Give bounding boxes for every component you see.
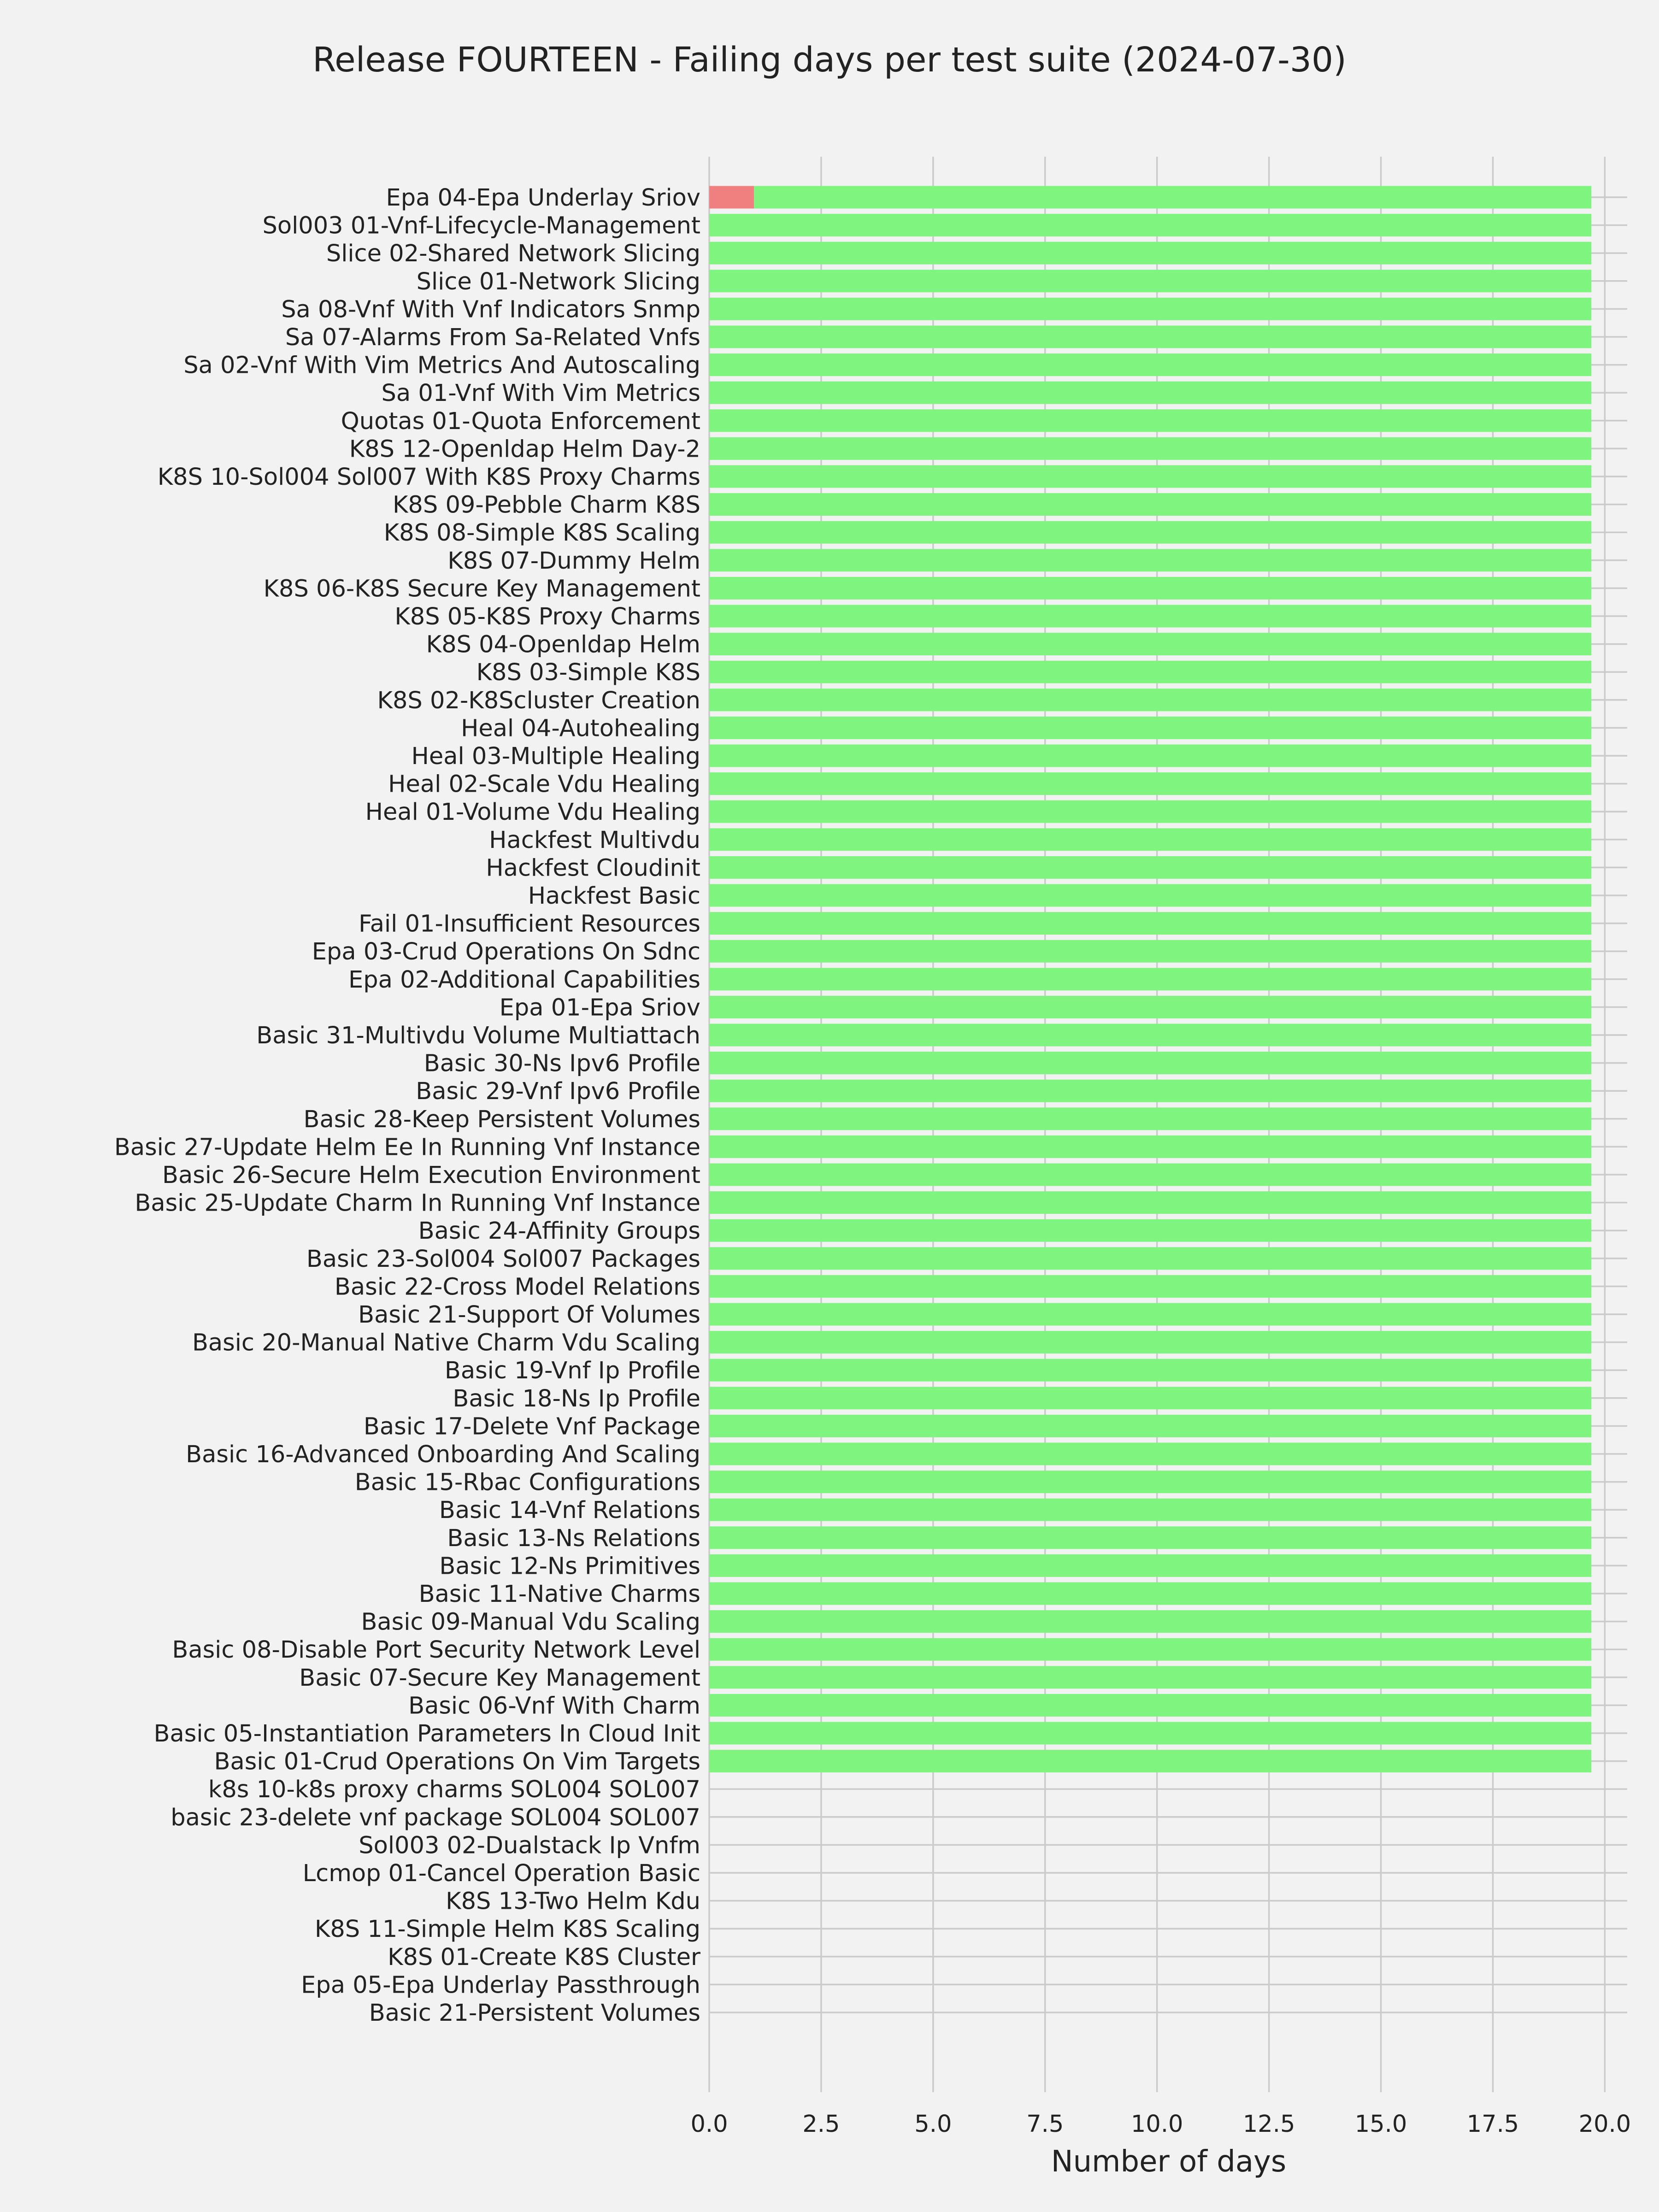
bar-segment-pass — [709, 1583, 1591, 1605]
bar-segment-pass — [709, 1135, 1591, 1158]
y-tick-label: Basic 31-Multivdu Volume Multiattach — [256, 1022, 700, 1049]
y-tick-label: Hackfest Multivdu — [489, 826, 700, 854]
bar-segment-pass — [709, 1666, 1591, 1688]
y-tick-label: K8S 01-Create K8S Cluster — [388, 1943, 700, 1971]
bar-segment-pass — [709, 800, 1591, 823]
bar-segment-pass — [709, 270, 1591, 292]
y-tick-label: Heal 04-Autohealing — [461, 715, 700, 742]
bar-segment-pass — [754, 186, 1591, 209]
bar-segment-pass — [709, 1554, 1591, 1577]
y-tick-label: Basic 20-Manual Native Charm Vdu Scaling — [192, 1329, 700, 1357]
y-tick-label: K8S 10-Sol004 Sol007 With K8S Proxy Charms — [157, 464, 700, 491]
bars — [709, 186, 1591, 1773]
bar-segment-pass — [709, 1694, 1591, 1717]
y-tick-label: Basic 12-Ns Primitives — [439, 1553, 700, 1580]
bar-segment-pass — [709, 1638, 1591, 1661]
bar-segment-pass — [709, 1107, 1591, 1130]
bar-segment-pass — [709, 409, 1591, 432]
y-tick-label: Slice 02-Shared Network Slicing — [326, 240, 700, 268]
y-tick-label: Basic 15-Rbac Configurations — [354, 1469, 700, 1496]
y-tick-label: Hackfest Basic — [528, 882, 700, 910]
bar-segment-pass — [709, 1191, 1591, 1214]
y-tick-labels — [114, 184, 700, 2027]
x-tick-label: 10.0 — [1130, 2111, 1183, 2138]
y-tick-label: Sa 01-Vnf With Vim Metrics — [381, 380, 700, 407]
bar-segment-pass — [709, 1359, 1591, 1382]
y-tick-label: Hackfest Cloudinit — [486, 854, 700, 882]
bar-segment-pass — [709, 382, 1591, 404]
bar-segment-pass — [709, 1526, 1591, 1549]
y-tick-label: K8S 11-Simple Helm K8S Scaling — [314, 1916, 700, 1943]
bar-segment-pass — [709, 1443, 1591, 1465]
y-tick-label: Basic 06-Vnf With Charm — [408, 1692, 700, 1720]
bar-segment-pass — [709, 1164, 1591, 1186]
bar-segment-pass — [709, 326, 1591, 348]
y-tick-label: K8S 07-Dummy Helm — [447, 547, 700, 575]
y-tick-label: Heal 02-Scale Vdu Healing — [388, 771, 700, 798]
bar-segment-pass — [709, 940, 1591, 963]
bar-segment-pass — [709, 1331, 1591, 1353]
y-tick-label: Basic 25-Update Charm In Running Vnf Instance — [135, 1189, 700, 1217]
y-tick-label: Epa 02-Additional Capabilities — [348, 966, 700, 994]
y-tick-label: K8S 06-K8S Secure Key Management — [263, 575, 700, 603]
y-tick-label: Basic 01-Crud Operations On Vim Targets — [214, 1748, 700, 1776]
y-tick-label: Sol003 01-Vnf-Lifecycle-Management — [262, 212, 700, 240]
x-tick-label: 0.0 — [690, 2111, 728, 2138]
bar-segment-pass — [709, 1080, 1591, 1102]
y-tick-label: basic 23-delete vnf package SOL004 SOL007 — [171, 1804, 700, 1831]
y-tick-label: Quotas 01-Quota Enforcement — [341, 407, 700, 435]
y-tick-label: K8S 03-Simple K8S — [476, 659, 700, 687]
x-tick-label: 15.0 — [1354, 2111, 1407, 2138]
y-tick-label: Basic 26-Secure Helm Execution Environment — [162, 1162, 700, 1189]
y-tick-label: Fail 01-Insufficient Resources — [359, 910, 700, 938]
y-tick-label: Basic 14-Vnf Relations — [439, 1497, 700, 1524]
bar-segment-pass — [709, 521, 1591, 544]
y-tick-label: Sa 08-Vnf With Vnf Indicators Snmp — [281, 296, 700, 324]
y-tick-label: Basic 13-Ns Relations — [447, 1524, 700, 1552]
bar-segment-pass — [709, 884, 1591, 907]
x-tick-label: 12.5 — [1242, 2111, 1295, 2138]
x-tick-label: 17.5 — [1466, 2111, 1519, 2138]
y-tick-label: K8S 08-Simple K8S Scaling — [383, 519, 700, 547]
y-tick-label: K8S 02-K8Scluster Creation — [377, 687, 700, 714]
y-tick-label: Epa 01-Epa Sriov — [499, 994, 700, 1022]
x-axis-label: Number of days — [1051, 2145, 1287, 2179]
bar-segment-pass — [709, 1499, 1591, 1521]
y-tick-label: Epa 04-Epa Underlay Sriov — [386, 184, 700, 212]
bar-segment-pass — [709, 1722, 1591, 1745]
bar-segment-pass — [709, 577, 1591, 600]
bar-segment-pass — [709, 1024, 1591, 1047]
y-tick-label: K8S 12-Openldap Helm Day-2 — [349, 435, 700, 463]
bar-segment-pass — [709, 856, 1591, 879]
bar-segment-pass — [709, 1750, 1591, 1772]
x-tick-label: 5.0 — [914, 2111, 952, 2138]
y-tick-label: Basic 29-Vnf Ipv6 Profile — [416, 1078, 700, 1106]
bar-segment-pass — [709, 968, 1591, 990]
x-tick-labels — [690, 2111, 1631, 2138]
y-tick-label: Basic 27-Update Helm Ee In Running Vnf Instance — [114, 1134, 700, 1161]
x-tick-label: 7.5 — [1026, 2111, 1064, 2138]
y-tick-label: Basic 08-Disable Port Security Network Level — [172, 1636, 700, 1664]
y-tick-label: Sa 02-Vnf With Vim Metrics And Autoscaling — [183, 352, 700, 379]
y-tick-label: Basic 16-Advanced Onboarding And Scaling — [186, 1441, 700, 1468]
bar-segment-pass — [709, 745, 1591, 767]
bar-segment-pass — [709, 661, 1591, 683]
y-tick-label: Basic 24-Affinity Groups — [418, 1218, 700, 1245]
y-tick-label: Basic 17-Delete Vnf Package — [363, 1413, 700, 1441]
bar-segment-pass — [709, 772, 1591, 795]
bar-segment-fail — [709, 186, 754, 209]
y-tick-label: Basic 30-Ns Ipv6 Profile — [424, 1050, 700, 1077]
bar-segment-pass — [709, 1052, 1591, 1074]
bar-segment-pass — [709, 1415, 1591, 1437]
y-tick-label: Sol003 02-Dualstack Ip Vnfm — [359, 1832, 700, 1859]
y-tick-label: K8S 09-Pebble Charm K8S — [392, 491, 700, 519]
bar-segment-pass — [709, 605, 1591, 628]
x-tick-label: 20.0 — [1578, 2111, 1631, 2138]
y-tick-label: Epa 03-Crud Operations On Sdnc — [312, 938, 700, 966]
bar-segment-pass — [709, 996, 1591, 1018]
y-tick-label: Basic 22-Cross Model Relations — [334, 1273, 700, 1301]
bar-segment-pass — [709, 1471, 1591, 1493]
bar-segment-pass — [709, 1247, 1591, 1270]
y-tick-label: Basic 11-Native Charms — [418, 1581, 700, 1608]
bar-segment-pass — [709, 242, 1591, 265]
bar-segment-pass — [709, 298, 1591, 320]
bar-segment-pass — [709, 493, 1591, 516]
bar-segment-pass — [709, 437, 1591, 460]
bar-segment-pass — [709, 633, 1591, 655]
y-tick-label: Basic 19-Vnf Ip Profile — [444, 1357, 700, 1385]
chart-title: Release FOURTEEN - Failing days per test suite (2024-07-30) — [312, 40, 1347, 80]
y-tick-label: Basic 09-Manual Vdu Scaling — [361, 1608, 700, 1636]
y-tick-label: Sa 07-Alarms From Sa-Related Vnfs — [285, 324, 700, 351]
y-tick-label: Heal 03-Multiple Healing — [411, 743, 700, 770]
y-tick-label: Basic 23-Sol004 Sol007 Packages — [306, 1245, 700, 1273]
bar-segment-pass — [709, 1387, 1591, 1409]
y-tick-label: K8S 05-K8S Proxy Charms — [394, 603, 700, 630]
bar-segment-pass — [709, 1219, 1591, 1242]
y-tick-label: Basic 18-Ns Ip Profile — [453, 1385, 700, 1412]
y-tick-label: Basic 05-Instantiation Parameters In Cloud Init — [153, 1720, 700, 1747]
y-tick-label: k8s 10-k8s proxy charms SOL004 SOL007 — [208, 1776, 700, 1804]
bar-segment-pass — [709, 1610, 1591, 1633]
y-tick-label: Basic 21-Persistent Volumes — [369, 2000, 700, 2027]
y-tick-label: K8S 13-Two Helm Kdu — [446, 1888, 700, 1915]
bar-segment-pass — [709, 549, 1591, 571]
bar-segment-pass — [709, 353, 1591, 376]
y-tick-label: Basic 07-Secure Key Management — [299, 1664, 700, 1692]
bar-segment-pass — [709, 214, 1591, 236]
y-tick-label: Basic 28-Keep Persistent Volumes — [303, 1106, 700, 1133]
bar-segment-pass — [709, 1303, 1591, 1326]
y-tick-label: Epa 05-Epa Underlay Passthrough — [301, 1971, 700, 1999]
bar-segment-pass — [709, 465, 1591, 488]
y-tick-label: Slice 01-Network Slicing — [416, 268, 700, 295]
bar-segment-pass — [709, 1275, 1591, 1298]
y-tick-label: Lcmop 01-Cancel Operation Basic — [302, 1860, 700, 1887]
bar-segment-pass — [709, 717, 1591, 739]
bar-segment-pass — [709, 912, 1591, 935]
y-tick-label: K8S 04-Openldap Helm — [426, 631, 700, 659]
bar-segment-pass — [709, 828, 1591, 851]
y-tick-label: Heal 01-Volume Vdu Healing — [365, 799, 700, 826]
x-tick-label: 2.5 — [802, 2111, 840, 2138]
bar-segment-pass — [709, 688, 1591, 711]
y-tick-label: Basic 21-Support Of Volumes — [358, 1301, 700, 1329]
